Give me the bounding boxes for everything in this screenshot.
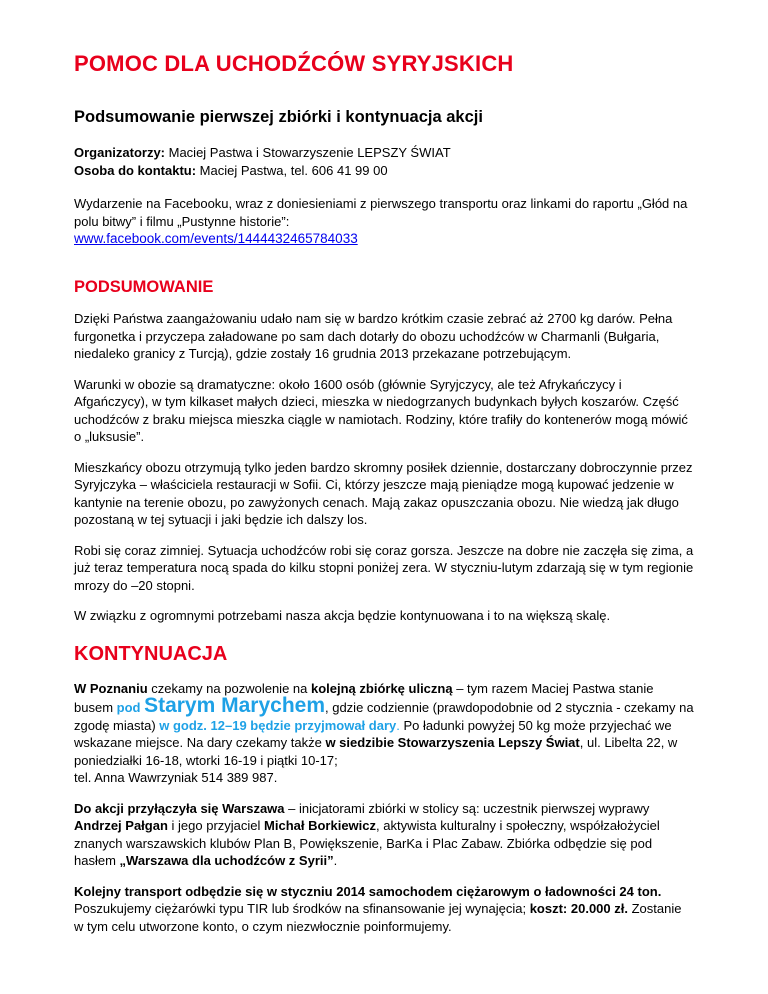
poznan-text: , ul. Libelta 22, w poniedziałki 16-18, wtorki 16-19 i piątki 10-17; <box>74 735 678 768</box>
transport-paragraph <box>74 883 694 936</box>
organizers-value: Maciej Pastwa i Stowarzyszenie LEPSZY ŚWIAT <box>165 145 451 160</box>
poznan-text: – tym razem Maciej Pastwa stanie busem <box>74 680 654 715</box>
pod-word: pod <box>116 700 145 715</box>
summary-paragraph: W związku z ogromnymi potrzebami nasza akcja będzie kontynuowana i to na większą skalę. <box>74 608 611 623</box>
warsaw-text: . <box>333 853 338 868</box>
organizers-line <box>74 144 694 162</box>
transport-text: Zostanie w tym celu utworzone konto, o czym niezwłocznie poinformujemy. <box>74 901 682 934</box>
contact-value: Maciej Pastwa, tel. 606 41 99 00 <box>196 163 388 178</box>
contact-line <box>74 162 694 180</box>
organizers-label: Organizatorzy: <box>74 145 166 160</box>
transport-bold: Kolejny transport odbędzie się w styczniu 2014 samochodem ciężarowym o ładowności 24 ton. <box>74 883 662 899</box>
page-title: POMOC DLA UCHODŹCÓW SYRYJSKICH <box>74 51 514 76</box>
poznan-paragraph <box>74 680 694 787</box>
street-collection-bold: kolejną zbiórkę uliczną <box>310 680 453 696</box>
hours-dot: . <box>396 717 400 733</box>
transport-cost: koszt: 20.000 zł. <box>529 901 628 916</box>
summary-paragraph: Warunki w obozie są dramatyczne: około 1600 osób (głównie Syryjczycy, ale też Afrykańczycy i Afgańczycy), w tym kilkaset małych dzieci, mieszka w niedogrzanych budynkach byłych koszarów. Część uchodźców z braku miejsca mieszka ciągle w namiotach. Rodziny, które trafiły do kontenerów mogą mówić o „luksusie”. <box>74 376 688 444</box>
organizer-name: Michał Borkiewicz <box>264 818 377 833</box>
facebook-event-link[interactable]: www.facebook.com/events/1444432465784033 <box>74 231 358 246</box>
poznan-text: Po ładunki powyżej 50 kg może przyjechać we wskazane miejsce. Na dary czekamy także <box>74 717 672 750</box>
warsaw-text: , aktywista kulturalny i społeczny, współzałożyciel znanych warszawskich klubów Plan B, Powiększenie, BarKa i Plac Zabaw. Zbiórka odbędzie się pod hasłem <box>74 818 660 868</box>
contact-label: Osoba do kontaktu: <box>74 163 197 178</box>
summary-paragraph: Dzięki Państwa zaangażowaniu udało nam się w bardzo krótkim czasie zebrać aż 2700 kg darów. Pełna furgonetka i przyczepa załadowane po sam dach dotarły do obozu uchodźców w Charmanli (Bułgaria, niedaleko granicy z Turcją), gdzie zostały 16 grudnia 2013 przekazane potrzebującym. <box>74 311 673 361</box>
facebook-info <box>74 195 694 248</box>
campaign-slogan: „Warszawa dla uchodźców z Syrii” <box>119 853 334 868</box>
transport-text: Poszukujemy ciężarówki typu TIR lub środków na sfinansowanie jej wynajęcia; <box>74 901 530 916</box>
poznan-text: , gdzie codziennie (prawdopodobnie od 2 stycznia - czekamy na zgodę miasta) <box>74 700 694 733</box>
organizer-info <box>74 144 694 180</box>
poznan-phone: tel. Anna Wawrzyniak 514 389 987. <box>74 770 278 785</box>
warsaw-text: – inicjatorami zbiórki w stolicy są: uczestnik pierwszej wyprawy <box>284 800 650 816</box>
warsaw-bold: Do akcji przyłączyła się Warszawa <box>74 800 285 816</box>
collection-hours: w godz. 12–19 będzie przyjmował dary <box>159 717 397 733</box>
page-subtitle: Podsumowanie pierwszej zbiórki i kontynuacja akcji <box>74 108 483 126</box>
organizer-name: Andrzej Pałgan <box>74 818 168 833</box>
warsaw-paragraph <box>74 800 694 870</box>
association-seat: w siedzibie Stowarzyszenia Lepszy Świat <box>325 735 580 750</box>
facebook-text: Wydarzenie na Facebooku, wraz z doniesieniami z pierwszego transportu oraz linkami do raportu „Głód na polu bitwy” i filmu „Pustynne historie”: <box>74 196 688 229</box>
poznan-text: czekamy na pozwolenie na <box>147 680 311 696</box>
summary-paragraph: Mieszkańcy obozu otrzymują tylko jeden bardzo skromny posiłek dziennie, dostarczany dobroczynnie przez Syryjczyka – właściciela restauracji w Sofii. Ci, którzy jeszcze mają pieniądze mogą kupować jedzenie w kantynie na terenie obozu, po zawyżonych cenach. Mają zakaz opuszczania obozu. Nie wiedzą jak długo pozostaną w tej sytuacji i jaki będzie ich dalszy los. <box>74 459 693 527</box>
poznan-bold: W Poznaniu <box>74 680 148 696</box>
continuation-heading: KONTYNUACJA <box>74 642 228 665</box>
summary-paragraph: Robi się coraz zimniej. Sytuacja uchodźców robi się coraz gorsza. Jeszcze na dobre nie zaczęła się zima, a już teraz temperatura nocą spada do kilku stopni poniżej zera. W styczniu-lutym zdarzają się w tym regionie mrozy do –20 stopni. <box>74 542 694 593</box>
warsaw-text: i jego przyjaciel <box>167 818 265 833</box>
summary-heading: PODSUMOWANIE <box>74 278 214 296</box>
place-name: Starym Marychem <box>144 694 325 717</box>
